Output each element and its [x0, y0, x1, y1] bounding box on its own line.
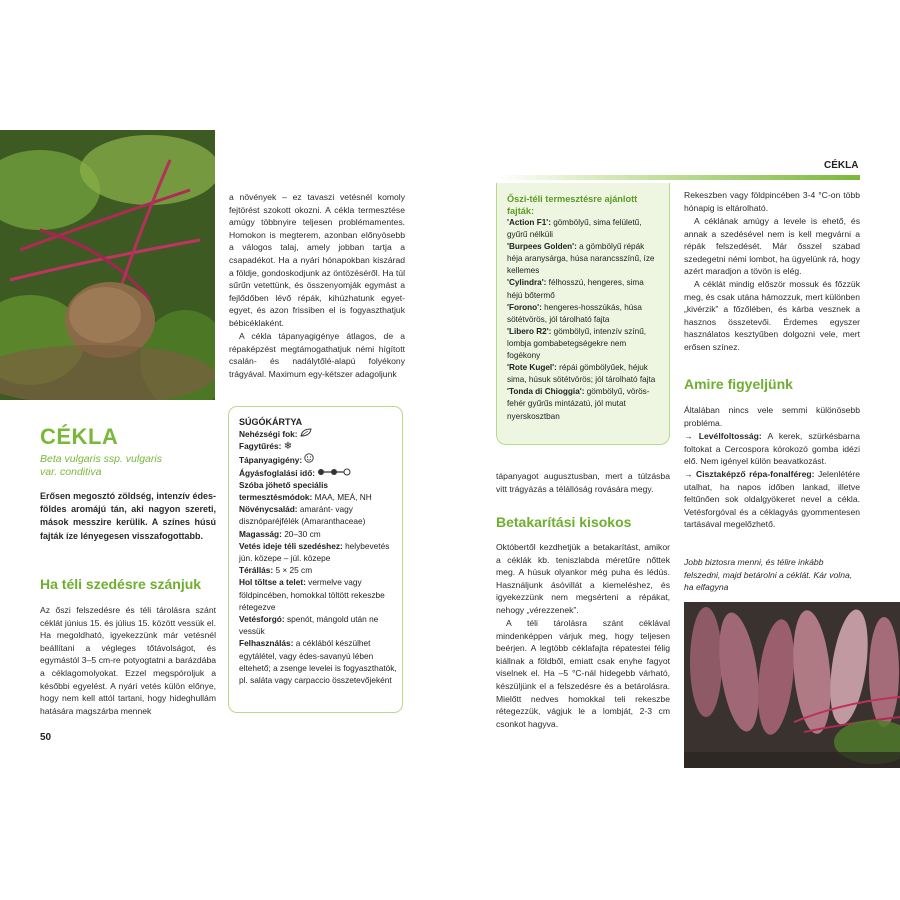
intro-text: Erősen megosztó zöldség, intenzív édes-földes aromájú tán, aki nagyon szereti, mások messzire kerülik. A színes húsú fajták íze lényegesen visszafogottabb.	[40, 491, 216, 541]
pest-leafspot: → Levélfoltosság: A kerek, szürkésbarna foltokat a Cercospora kórokozó gomba idézi elő. Nem igényel külön beavatkozást.	[684, 431, 860, 467]
card-row-rotation: Vetésforgó: spenót, mángold után ne vessük	[239, 614, 379, 637]
card-row-height: Magasság: 20–30 cm	[239, 528, 321, 539]
leaves-text: A céklának amúgy a levele is ehető, és annak a szedésével nem is kell megvárni a répák felszedését. Már ősszel szabad szedegetni némi lombot, ha ügyelünk rá, hogy azért maradjon a tövön is elég.	[684, 216, 860, 277]
leaf-icon	[300, 429, 312, 439]
column2-text-1: a növények – ez tavaszi vetésnél komoly fejtörést szokott okozni. A cékla termesztése amúgy többnyire teljesen problémamentes. Homokon is megterem, azonban előnyösebb a válogos talaj, amely jobban tartja a csapadékot. Ha a nyári hónapokban kiszárad a földje, gondoskodjunk az öntözéséről. Ha túl sűrűn vetettünk, és összenyomják egymást a fejlődőben lévő répák, kihúzhatunk egyet-egyet, és azon frissiben el is fogyaszthatjuk bébicéklaként.	[229, 192, 405, 328]
variety-item: 'Rote Kugel': répái gömbölyűek, héjuk sima, húsuk sötétvörös; jól tárolható fajta	[507, 363, 656, 385]
storage-text: Rekeszben vagy földpincében 3-4 °C-on több hónapig is eltárolható.	[684, 190, 860, 213]
beetroot-plant-photo	[0, 130, 215, 400]
section-heading-harvest: Betakarítási kisokos	[496, 514, 632, 530]
variety-item: 'Action F1': gömbölyű, sima felületű, gyűrű nélküli	[507, 218, 642, 240]
varieties-card	[496, 183, 670, 445]
card-row-difficulty: Nehézségi fok:	[239, 428, 397, 440]
card-title: SÚGÓKÁRTYA	[239, 417, 303, 427]
latin-name	[40, 453, 162, 479]
harvested-beetroots-photo	[684, 602, 900, 768]
section-heading-winter: Ha téli szedésre szánjuk	[40, 576, 202, 592]
variety-item: 'Burpees Golden': a gömbölyű répák héja aranysárga, húsa narancsszínű, íze kellemes	[507, 242, 655, 276]
card-row-nutrient: Tápanyagigény:	[239, 453, 397, 466]
card-row-spacing: Térállás: 5 × 25 cm	[239, 565, 313, 576]
card-row-methods: Szóba jöhető speciális termesztésmódok: MAA, MEÁ, NH	[239, 479, 372, 503]
page-number: 50	[40, 732, 52, 743]
variety-item: 'Libero R2': gömbölyű, intenzív színű, lombja gombabetegségekre nem fogékony	[507, 326, 647, 361]
nutrient-face-icon	[304, 455, 314, 465]
card-row-winter: Hol töltse a telet: vermelve vagy földpincében, homokkal töltött rekeszbe rétegezve	[239, 577, 385, 612]
header-rule	[496, 175, 860, 180]
card-row-usage: Felhasználás: a céklából készülhet egytálétel, vagy édes-savanyú lében eltehető; a zsenge levelei is fogyaszthatók, pl. saláta vagy carpaccio összetevőjeként	[239, 638, 397, 686]
variety-item: 'Cylindra': félhosszú, hengeres, sima héjú bőtermő	[507, 278, 644, 300]
varieties-title: Őszi-téli termesztésre ajánlott fajták:	[507, 194, 638, 216]
card-row-family: Növénycsalád: amaránt- vagy disznóparéjfélék (Amaranthaceae)	[239, 504, 366, 527]
timeline-dots-icon	[317, 468, 351, 478]
variety-item: 'Forono': hengeres-hosszúkás, húsa sötétvörös, jól tárolható fajta	[507, 302, 642, 324]
photo-caption: Jobb biztosra menni, és télire inkább felszedni, majd betárolni a céklát. Kár volna, ha elfagyna	[684, 557, 853, 593]
column2-text-2: A cékla tápanyagigénye átlagos, de a répaképzést megtámogathatjuk némi hígított csalán- és nadálytőlé-alapú folyékony trágyával. Maximum egy-kétszer adagoljunk	[229, 331, 405, 379]
section-heading-attention: Amire figyeljünk	[684, 376, 793, 392]
card-row-sowing: Vetés ideje téli szedéshez: helybevetés jún. közepe – júl. közepe	[239, 540, 390, 564]
cooking-text: A céklát mindig először mossuk és főzzük meg, és csak utána hámozzuk, mert különben „kivérzik” a főzőlében, és kárba vesznek a hasznos összetevői. Érdemes egyszer használatos kesztyűben dolgozni vele, mert erősen színez.	[684, 279, 860, 352]
card-row-occupation: Ágyásfoglalási idő:	[239, 467, 397, 479]
latin-name-line1: Beta vulgaris ssp. vulgaris	[40, 453, 162, 465]
attention-intro: Általában nincs vele semmi különösebb probléma.	[684, 405, 860, 428]
snowflake-icon: ❄	[283, 441, 293, 453]
running-head: CÉKLA	[824, 160, 859, 171]
card-row-frost: Fagytűrés: ❄	[239, 441, 293, 453]
latin-name-line2: var. conditiva	[40, 466, 102, 478]
harvest-text-1: Októbertől kezdhetjük a betakarítást, amikor a céklák kb. teniszlabda méretűre nőttek meg. A húsuk olyankor még puha és lédús. Használjunk ásóvillát a kiemeléshez, és igyekezzünk nem megsérteni a répákat, nehogy „vérezzenek”.	[496, 542, 670, 615]
harvest-text-2: A téli tárolásra szánt céklával mindenképpen várjuk meg, hogy teljesen beérjen. A legtöbb céklafajta répatestei félig kiállnak a földből, emiatt csak enyhe fagyot viselnek el. Ha –5 °C-nál hidegebb várható, készüljünk el a felszedésre és a betárolásra. Mielőtt nedves homokkal teli rekeszbe rétegezzük, vágjuk le a lombját, 2-3 cm csonkot hagyva.	[496, 618, 670, 729]
quick-reference-card	[228, 406, 403, 713]
fertilizer-text: tápanyagot augusztusban, mert a túlzásba vitt trágyázás a télállóság rovására megy.	[496, 471, 670, 494]
page-title: CÉKLA	[40, 424, 119, 449]
pest-nematode: → Cisztaképző répa-fonalféreg: Jelenlétére utalhat, ha napos időben lankad, illetve feltűnően sok oldalgyökeret nevel a cékla. Vetésforgóval és a céklagyás gyommentesen tartásával megelőzhető.	[684, 469, 860, 530]
variety-item: 'Tonda di Chioggia': gömbölyű, vörös-fehér gyűrűs mintázatú, jól mutat nyerskosztban	[507, 387, 650, 421]
section-text-winter: Az őszi felszedésre és téli tárolásra szánt céklát június 15. és július 15. között vessük el. Ha megoldható, igyekezzünk már vetésnél beállítani a végleges tőtávolságot, és egymástól 3–5 cm-re potyogtatni a barázdába a céklagomolyokat. Ezzel megspóroljuk a későbbi egyelést. A nyári vetés külön előnye, hogy nem kell attól tartani, hogy hideghullám hatására magszárba mennek	[40, 605, 216, 716]
